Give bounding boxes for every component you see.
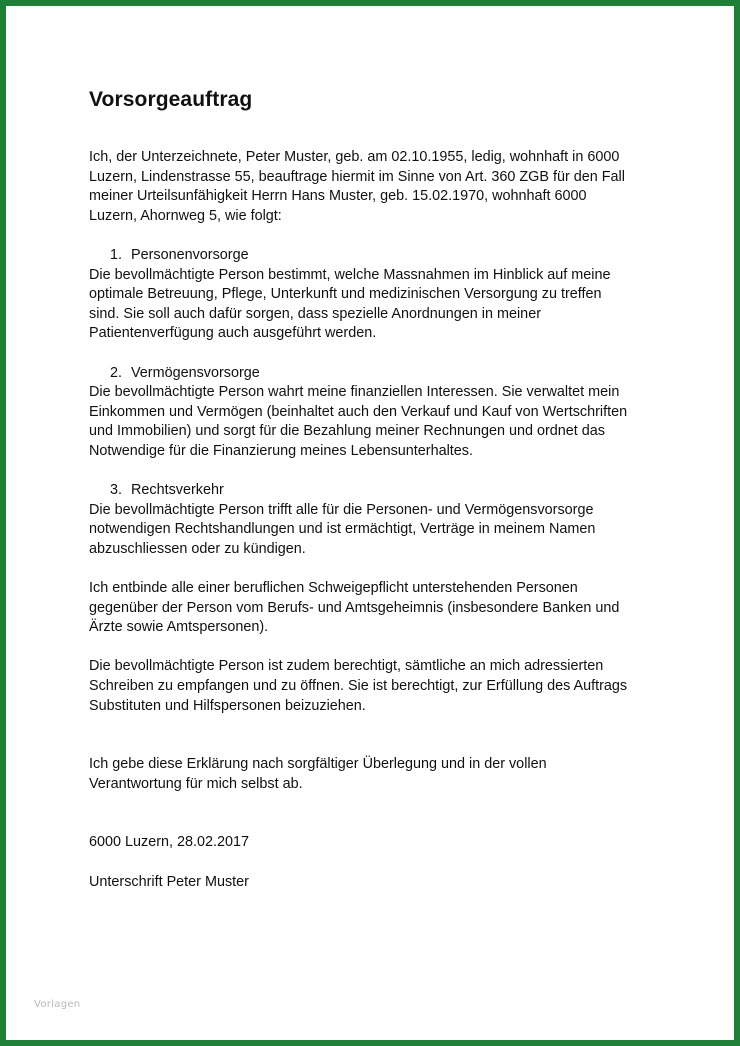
section-body: Die bevollmächtigte Person wahrt meine finanziellen Interessen. Sie verwaltet mein Einkommen und Vermögen (beinhaltet auch den Verkauf und Kauf von Wertschriften und Immobilien) und sorgt für die Bezahlung meiner Rechnungen und ordnet das Notwendige für die Finanzierung meines Lebensunterhaltes. [89,384,628,459]
section-heading [89,246,669,266]
section-personenvorsorge [89,246,669,344]
section-rechtsverkehr [89,481,669,559]
confidentiality-paragraph: Ich entbinde alle einer beruflichen Schweigepflicht unterstehenden Personen gegenüber der Person vom Berufs- und Amtsgeheimnis (insbesondere Banken und Ärzte sowie Amtspersonen). [89,580,620,636]
section-number: 2. [110,364,123,381]
section-body: Die bevollmächtigte Person trifft alle für die Personen- und Vermögensvorsorge notwendigen Rechtshandlungen und ist ermächtigt, Verträge in meinem Namen abzuschliessen oder zu kündigen. [89,501,596,557]
section-title: Personenvorsorge [131,246,249,263]
watermark: Vorlagen [34,999,81,1010]
section-heading [89,364,669,384]
section-title: Vermögensvorsorge [131,364,260,381]
section-number: 1. [110,246,123,263]
section-body: Die bevollmächtigte Person bestimmt, welche Massnahmen im Hinblick auf meine optimale Betreuung, Pflege, Unterkunft und medizinischen Versorgung zu treffen sind. Sie soll auch dafür sorgen, dass spezielle Anordnungen in meiner Patientenverfügung auch ausgeführt werden. [89,266,611,342]
section-heading [89,481,669,501]
intro-paragraph: Ich, der Unterzeichnete, Peter Muster, geb. am 02.10.1955, ledig, wohnhaft in 6000 Luzern, Lindenstrasse 55, beauftrage hiermit im Sinne von Art. 360 ZGB für den Fall meiner Urteilsunfähigkeit Herrn Hans Muster, geb. 15.02.1970, wohnhaft 6000 Luzern, Ahornweg 5, wie folgt: [89,149,625,224]
section-vermoegensvorsorge [89,364,669,462]
signature-line: Unterschrift Peter Muster [89,873,249,890]
section-number: 3. [110,482,123,499]
section-title: Rechtsverkehr [131,482,224,499]
document-page [89,88,669,892]
document-title: Vorsorgeauftrag [89,88,253,111]
authority-paragraph: Die bevollmächtigte Person ist zudem berechtigt, sämtliche an mich adressierten Schreiben zu empfangen und zu öffnen. Sie ist berechtigt, zur Erfüllung des Auftrags Substituten und Hilfspersonen beizuziehen. [89,658,628,714]
declaration-paragraph: Ich gebe diese Erklärung nach sorgfältiger Überlegung und in der vollen Verantwortung für mich selbst ab. [89,756,547,792]
place-date: 6000 Luzern, 28.02.2017 [89,834,250,851]
